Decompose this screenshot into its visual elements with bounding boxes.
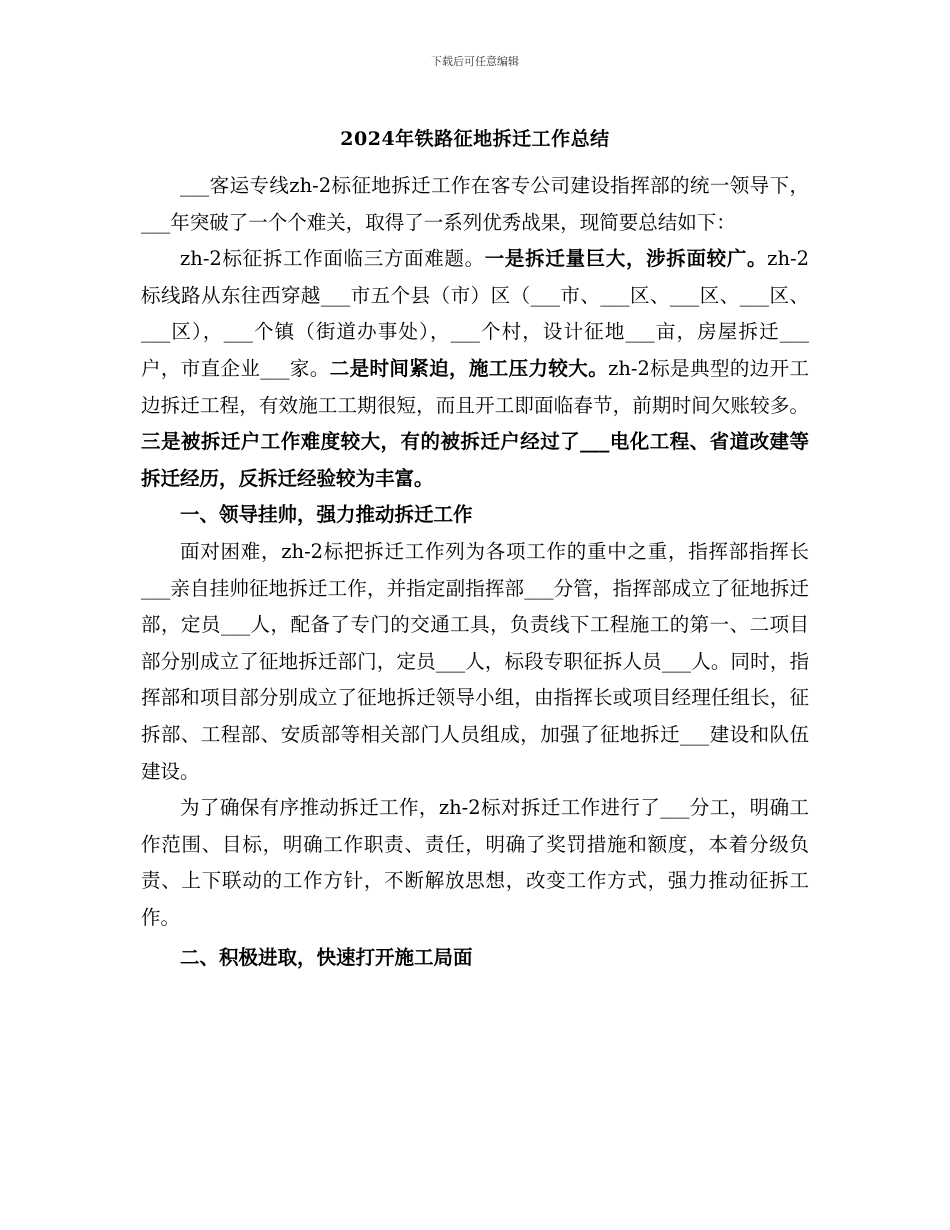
difficulty-two-detail: zh-2标是典型的边开工边拆迁工程，有效施工工期很短，而且开工即面临春节，前期时间欠账较多。	[141, 356, 809, 417]
paragraph-division: 为了确保有序推动拆迁工作，zh-2标对拆迁工作进行了___分工，明确工作范围、目标，明确工作职责、责任，明确了奖罚措施和额度，本着分级负责、上下联动的工作方针，不断解放思想，改变工作方式，强力推动征拆工作。	[141, 796, 809, 929]
difficulty-one-detail: zh-2标线路从东往西穿越___市五个县（市）区（___市、___区、___区、___区、___区），___个镇（街道办事处），___个村，设计征地___亩，房屋拆迁___户，市直企业___家。	[141, 247, 809, 380]
paragraph-leadership: 面对困难，zh-2标把拆迁工作列为各项工作的重中之重，指挥部指挥长___亲自挂帅征地拆迁工作，并指定副指挥部___分管，指挥部成立了征地拆迁部，定员___人，配备了专门的交通工具，负责线下工程施工的第一、二项目部分别成立了征地拆迁部门，定员___人，标段专职征拆人员___人。同时，指挥部和项目部分别成立了征地拆迁领导小组，由指挥长或项目经理任组长，征拆部、工程部、安质部等相关部门人员组成，加强了征地拆迁___建设和队伍建设。	[141, 539, 809, 783]
document-title: 2024年铁路征地拆迁工作总结	[340, 128, 610, 150]
difficulties-intro: zh-2标征拆工作面临三方面难题。	[180, 247, 485, 271]
section-heading-2: 二、积极进取，快速打开施工局面	[180, 946, 473, 970]
page-header-note: 下载后可任意编辑	[431, 55, 519, 68]
section-heading-1: 一、领导挂帅，强力推动拆迁工作	[180, 503, 473, 527]
paragraph-difficulties	[141, 241, 809, 497]
difficulty-one: 一是拆迁量巨大，涉拆面较广。	[484, 247, 768, 271]
document-body	[141, 168, 809, 977]
paragraph-intro: ___客运专线zh-2标征地拆迁工作在客专公司建设指挥部的统一领导下，___年突破了一个个难关，取得了一系列优秀战果，现简要总结如下：	[141, 174, 809, 234]
difficulty-two: 二是时间紧迫，施工压力较大。	[329, 356, 609, 380]
difficulty-three: 三是被拆迁户工作难度较大，有的被拆迁户经过了___电化工程、省道改建等拆迁经历，反拆迁经验较为丰富。	[141, 430, 809, 490]
